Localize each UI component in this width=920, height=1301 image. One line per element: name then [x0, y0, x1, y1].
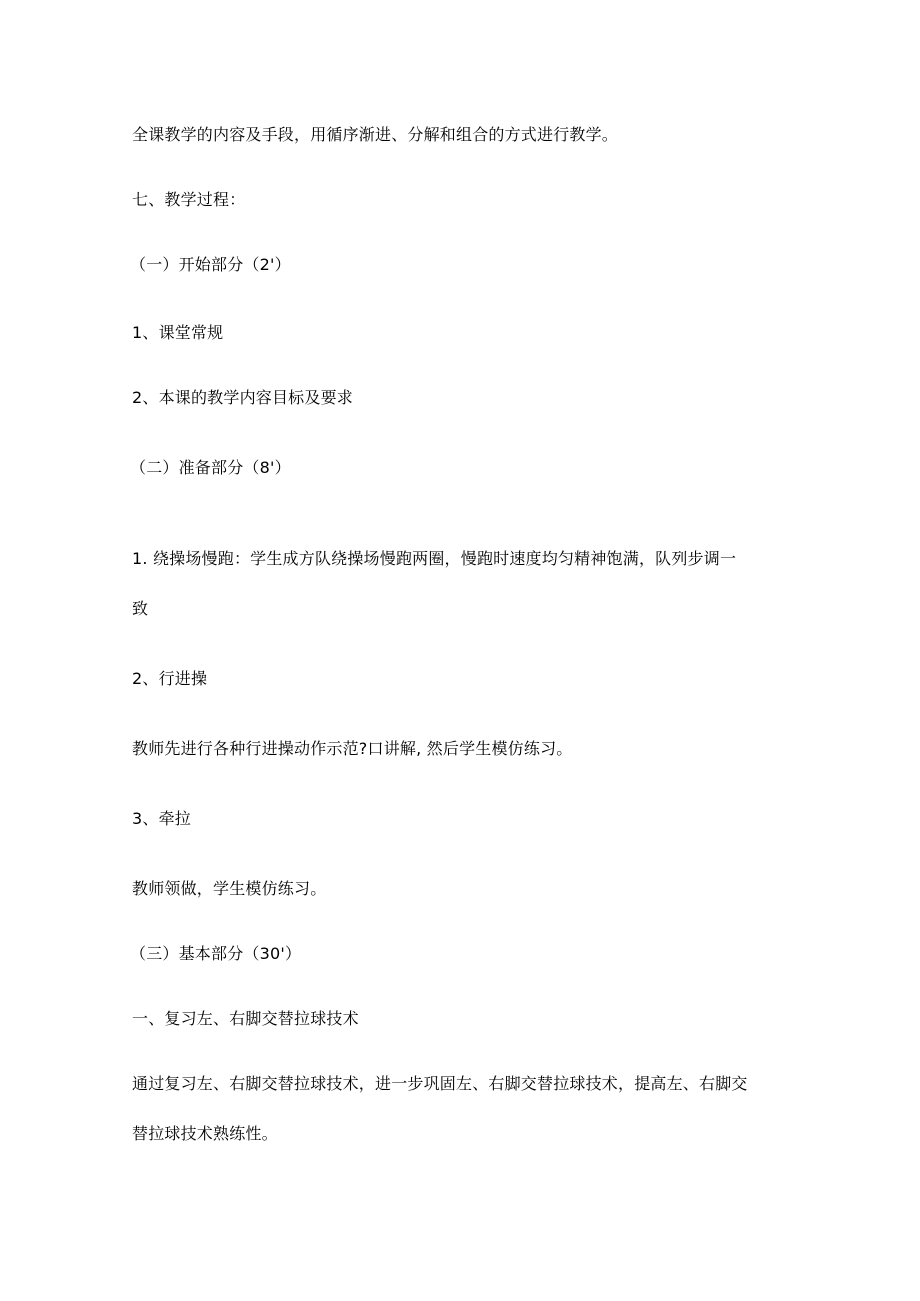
item-stretching: 3、牵拉 [132, 809, 191, 828]
paragraph-review-continued: 替拉球技术熟练性。 [132, 1124, 278, 1143]
paragraph-jogging-continued: 致 [132, 599, 149, 618]
heading-preparation-part: （二）准备部分（8'） [130, 458, 291, 477]
item-class-routine: 1、课堂常规 [132, 323, 224, 342]
heading-opening-part: （一）开始部分（2'） [130, 255, 291, 274]
heading-basic-part: （三）基本部分（30'） [130, 944, 302, 963]
paragraph-teaching-method: 全课教学的内容及手段，用循序渐进、分解和组合的方式进行教学。 [132, 125, 619, 144]
item-marching-exercise: 2、行进操 [132, 669, 208, 688]
paragraph-review-description: 通过复习左、右脚交替拉球技术，进一步巩固左、右脚交替拉球技术，提高左、右脚交 [132, 1074, 748, 1093]
paragraph-jogging: 1. 绕操场慢跑：学生成方队绕操场慢跑两圈，慢跑时速度均匀精神饱满，队列步调一 [132, 549, 737, 568]
paragraph-marching-description: 教师先进行各种行进操动作示范?口讲解, 然后学生模仿练习。 [132, 739, 573, 758]
heading-teaching-process: 七、教学过程： [132, 190, 246, 209]
item-lesson-goals: 2、本课的教学内容目标及要求 [132, 388, 353, 407]
paragraph-stretching-description: 教师领做，学生模仿练习。 [132, 879, 327, 898]
heading-review-dribbling: 一、复习左、右脚交替拉球技术 [132, 1009, 359, 1028]
